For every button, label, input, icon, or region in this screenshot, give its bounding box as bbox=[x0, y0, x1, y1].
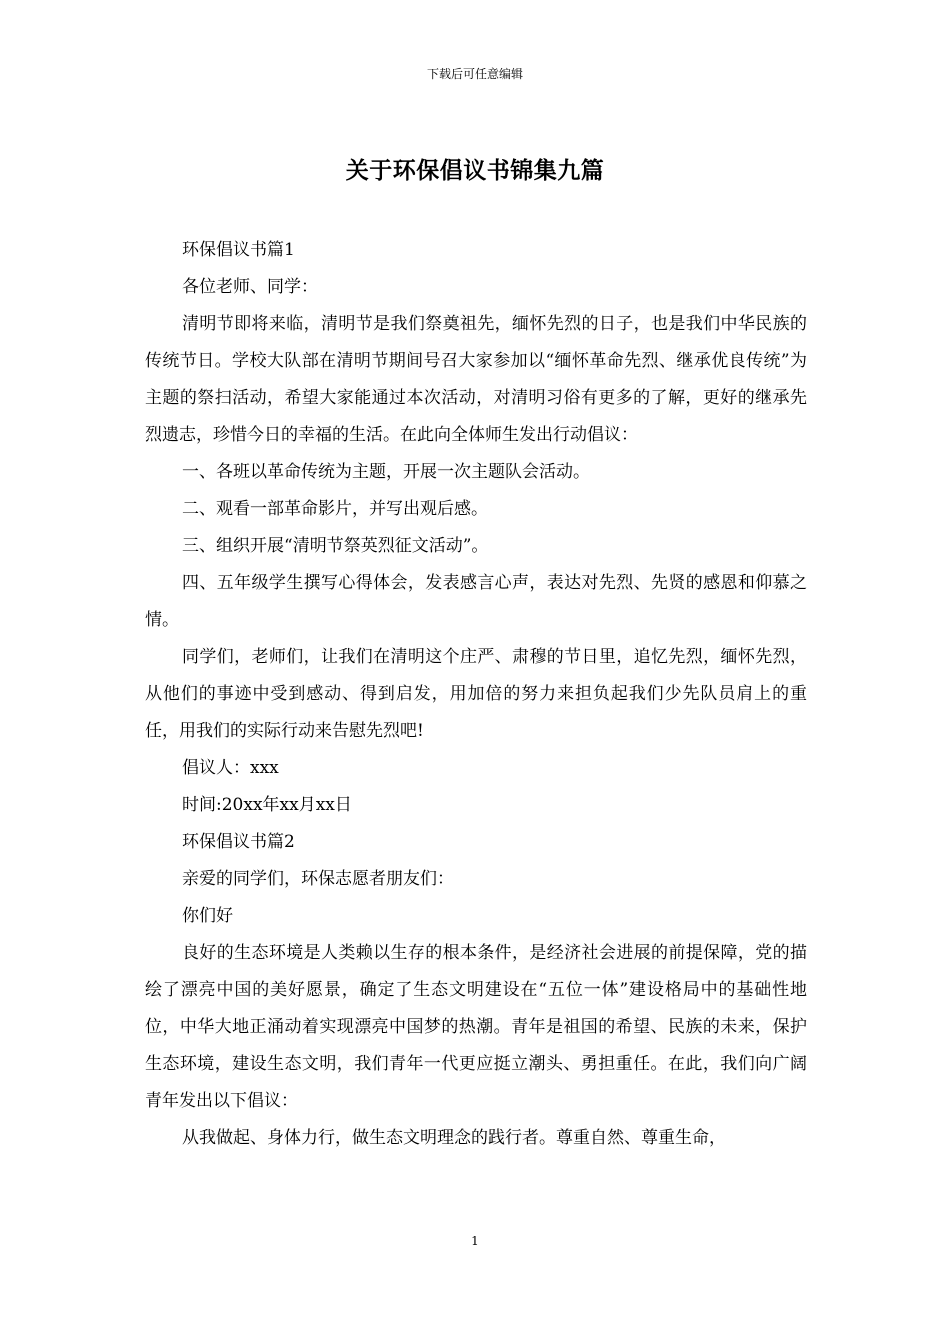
proposal-item-3: 三、组织开展“清明节祭英烈征文活动”。 bbox=[182, 536, 489, 556]
proposal-item-4: 四、五年级学生撰写心得体会，发表感言心声，表达对先烈、先贤的感恩和仰慕之情。 bbox=[145, 573, 807, 630]
salutation: 各位老师、同学： bbox=[182, 277, 318, 297]
document-title: 关于环保倡议书锦集九篇 bbox=[345, 157, 605, 184]
document-body bbox=[145, 232, 807, 1157]
body-paragraph: 同学们，老师们，让我们在清明这个庄严、肃穆的节日里，追忆先烈，缅怀先烈，从他们的事迹中受到感动、得到启发，用加倍的努力来担负起我们少先队员肩上的重任，用我们的实际行动来告慰先烈吧! bbox=[145, 647, 807, 741]
proposer-line: 倡议人：xxx bbox=[182, 758, 279, 778]
body-paragraph: 良好的生态环境是人类赖以生存的根本条件，是经济社会进展的前提保障，党的描绘了漂亮中国的美好愿景，确定了生态文明建设在“五位一体”建设格局中的基础性地位，中华大地正涌动着实现漂亮中国梦的热潮。青年是祖国的希望、民族的未来，保护生态环境，建设生态文明，我们青年一代更应挺立潮头、勇担重任。在此，我们向广阔青年发出以下倡议： bbox=[145, 943, 807, 1111]
greeting: 你们好 bbox=[182, 906, 233, 926]
proposal-item-1: 一、各班以革命传统为主题，开展一次主题队会活动。 bbox=[182, 462, 590, 482]
body-paragraph: 清明节即将来临，清明节是我们祭奠祖先，缅怀先烈的日子，也是我们中华民族的传统节日。学校大队部在清明节期间号召大家参加以“缅怀革命先烈、继承优良传统”为主题的祭扫活动，希望大家能通过本次活动，对清明习俗有更多的了解，更好的继承先烈遗志，珍惜今日的幸福的生活。在此向全体师生发出行动倡议： bbox=[145, 314, 807, 445]
section-heading-2: 环保倡议书篇2 bbox=[182, 832, 295, 852]
salutation: 亲爱的同学们，环保志愿者朋友们： bbox=[182, 869, 454, 889]
proposal-item-2: 二、观看一部革命影片，并写出观后感。 bbox=[182, 499, 488, 519]
page-header-note: 下载后可任意编辑 bbox=[426, 67, 523, 81]
date-line: 时间:20xx年xx月xx日 bbox=[182, 795, 352, 815]
body-paragraph: 从我做起、身体力行，做生态文明理念的践行者。尊重自然、尊重生命， bbox=[182, 1128, 726, 1148]
section-heading-1: 环保倡议书篇1 bbox=[182, 240, 295, 260]
page-number: 1 bbox=[471, 1234, 479, 1248]
